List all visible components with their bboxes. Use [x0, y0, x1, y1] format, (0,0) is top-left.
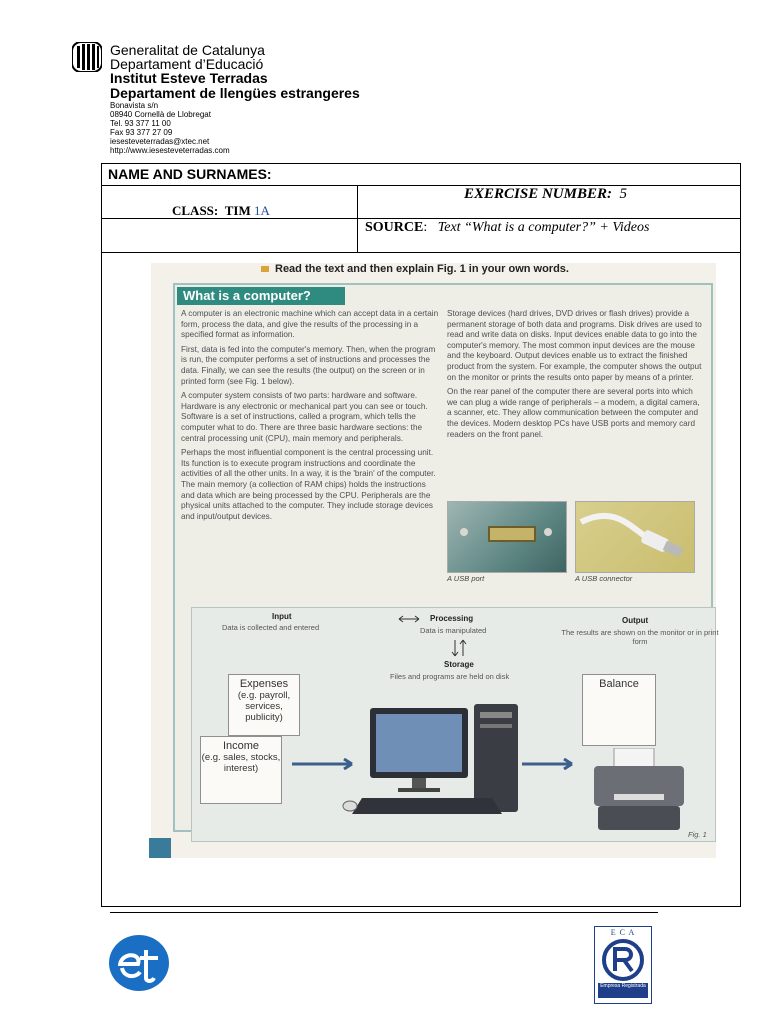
figure-label: Fig. 1 — [688, 830, 707, 839]
diagram-processing-sub: Data is manipulated — [420, 626, 487, 635]
address-city: 08940 Cornellà de Llobregat — [110, 110, 211, 119]
table-row-divider — [102, 185, 740, 186]
text-column-right — [447, 309, 705, 444]
address-website[interactable]: http://www.iesesteveterradas.com — [110, 146, 230, 155]
class-field[interactable] — [172, 203, 270, 219]
paragraph: Storage devices (hard drives, DVD drives or flash drives) provide a permanent storage of both data and programs. Disk drives are used to read and write data on disks. Input devices enable data to go into the computer's memory. The most common input devices are the mouse and the keyboard. Output devices enable us to extract the finished product from the system. For example, the computer shows the output on the monitor or prints the results onto paper by means of a printer. — [447, 309, 702, 382]
class-value-suffix: 1A — [254, 203, 270, 218]
org-line-2: Departament d’Educació — [110, 56, 264, 72]
address-tel: Tel. 93 377 11 00 — [110, 119, 171, 128]
table-row-divider — [102, 252, 740, 253]
institute-name: Institut Esteve Terradas — [110, 70, 268, 86]
seal-top-text: E C A — [610, 928, 636, 937]
department-name: Departament de llengües estrangeres — [110, 85, 360, 101]
diagram-storage-label: Storage — [444, 660, 474, 669]
left-right-arrow-icon — [397, 614, 421, 624]
et-logo-icon — [108, 934, 170, 992]
text-column-left — [181, 309, 439, 526]
up-down-arrow-icon — [451, 638, 467, 658]
diagram-input-label: Input — [272, 612, 292, 621]
diagram-output-label: Output — [622, 616, 649, 625]
diagram-input-sub: Data is collected and entered — [222, 623, 320, 632]
instruction-text: Read the text and then explain Fig. 1 in your own words. — [275, 263, 569, 275]
class-label: CLASS: — [172, 203, 219, 218]
caption-usb-port: A USB port — [447, 574, 485, 583]
usb-connector-photo — [575, 501, 695, 573]
income-sub: (e.g. sales, stocks, interest) — [201, 752, 281, 774]
balance-card — [582, 674, 656, 746]
name-surnames-label: NAME AND SURNAMES: — [108, 166, 272, 182]
income-title: Income — [222, 740, 260, 752]
paragraph: Perhaps the most influential component is the central processing unit. Its function is to execute program instructions and coordinate the activities of all the other units. In a way, it is the 'brain' of the computer. The main memory (a collection of RAM chips) holds the instructions and data which are being processed by the CPU. Peripherals are the physical units attached to the computer. They include storage devices and input/output devices. — [181, 448, 436, 521]
seal-r-icon — [602, 939, 644, 981]
source-value: Text “What is a computer?” + Videos — [437, 220, 650, 235]
figure-1-diagram — [191, 607, 719, 842]
table-col-divider — [357, 185, 358, 252]
expenses-title: Expenses — [239, 678, 289, 690]
address-email[interactable]: iesesteveterradas@xtec.net — [110, 137, 210, 146]
footer-divider — [110, 912, 658, 913]
income-card — [200, 736, 282, 804]
exercise-number-field[interactable] — [464, 186, 627, 203]
desktop-computer-icon — [342, 702, 532, 832]
textbook-scan-image — [151, 263, 719, 858]
org-line-1: Generalitat de Catalunya — [110, 42, 265, 58]
diagram-storage-sub: Files and programs are held on disk — [390, 672, 510, 681]
page-tab-marker — [149, 838, 171, 858]
class-value-prefix: TIM — [224, 203, 251, 218]
address-street: Bonavista s/n — [110, 101, 159, 110]
source-label: SOURCE — [365, 220, 424, 235]
balance-title: Balance — [599, 678, 639, 690]
seal-bottom-text: Empresa Registrada — [598, 983, 648, 998]
generalitat-logo-icon — [72, 42, 102, 72]
expenses-sub: (e.g. payroll, services, publicity) — [237, 690, 291, 723]
address-fax: Fax 93 377 27 09 — [110, 128, 173, 137]
expenses-card — [228, 674, 300, 736]
diagram-processing-label: Processing — [430, 614, 474, 623]
usb-port-photo — [447, 501, 567, 573]
caption-usb-connector: A USB connector — [575, 574, 633, 583]
eca-certification-seal — [594, 926, 652, 1004]
paragraph: On the rear panel of the computer there are several ports into which we can plug a wide range of peripherals – a modem, a digital camera, a scanner, etc. They allow communication between the computer and the devices. Modern desktop PCs have USB ports and memory card readers on the front panel. — [447, 387, 700, 439]
paragraph: First, data is fed into the computer's memory. Then, when the program is run, the computer performs a set of instructions and processes the data. Finally, we can see the results (the output) on the screen or in printed form (see Fig. 1 below). — [181, 344, 436, 386]
exercise-bullet-icon — [261, 266, 269, 272]
exercise-number-value: 5 — [619, 186, 627, 202]
printer-icon — [584, 748, 694, 838]
source-field[interactable] — [365, 220, 649, 236]
usb-connector-icon — [576, 502, 694, 572]
exercise-number-label: EXERCISE NUMBER — [464, 186, 607, 202]
section-title: What is a computer? — [177, 287, 345, 305]
exercise-separator: : — [606, 186, 612, 202]
diagram-output-sub: The results are shown on the monitor or in print form — [561, 628, 719, 646]
textbook-panel — [173, 283, 719, 839]
paragraph: A computer is an electronic machine which can accept data in a certain form, process the data, and give the results of the processing in a specified format as information. — [181, 309, 439, 340]
source-separator: : — [423, 220, 428, 235]
paragraph: A computer system consists of two parts: hardware and software. Hardware is any electronic or mechanical part you can see or touch. Software is a set of instructions, called a program, which tells the computer what to do. There are three basic hardware sections: the central processing unit (CPU), main memory and peripherals. — [181, 391, 428, 443]
